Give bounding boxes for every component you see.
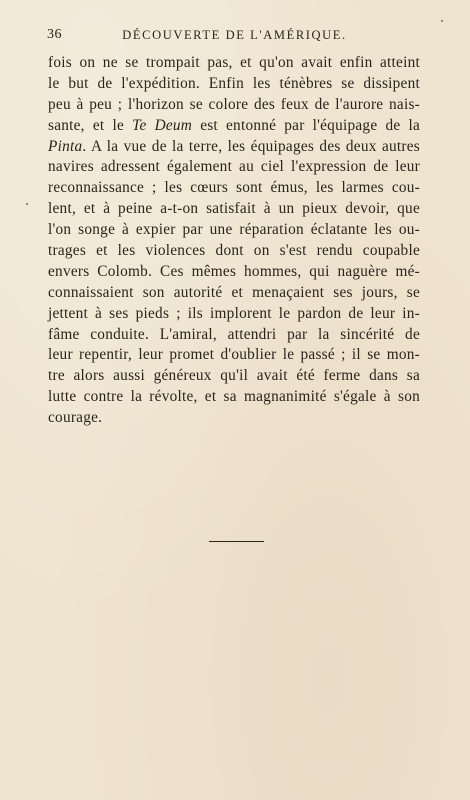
paper-speck: [441, 20, 443, 22]
text-line: Pinta. A la vue de la terre, les équipages des deux autres: [48, 137, 420, 155]
text-line: fois on ne se trompait pas, et qu'on avait enfin atteint: [48, 54, 420, 71]
text-line: fâme conduite. L'amiral, attendri par la sincérité de: [48, 325, 420, 343]
running-header: [47, 27, 422, 47]
text-line: trages et les violences dont on s'est rendu coupable: [48, 242, 420, 260]
section-end-rule: [209, 541, 264, 542]
italic-pinta: Pinta: [48, 137, 83, 155]
text-line: jettent à ses pieds ; ils implorent le pardon de leur in-: [48, 304, 420, 322]
text-line: sante, et le Te Deum est entonné par l'équipage de la: [48, 116, 421, 134]
text-line: connaissaient son autorité et menaçaient ses jours, se: [48, 283, 420, 301]
text-line: le but de l'expédition. Enfin les ténèbres se dissipent: [48, 74, 420, 92]
text-line: envers Colomb. Ces mêmes hommes, qui naguère mé-: [48, 262, 420, 280]
paper-speck: [26, 203, 28, 205]
page-number: 36: [47, 27, 62, 42]
text-line: lutte contre la révolte, et sa magnanimité s'égale à son: [48, 388, 420, 406]
text-line-last: courage.: [48, 409, 103, 427]
text-line: l'on songe à expier par une réparation éclatante les ou-: [48, 221, 420, 239]
text-line: navires adressent également au ciel l'expression de leur: [48, 158, 420, 176]
running-title: DÉCOUVERTE DE L'AMÉRIQUE.: [122, 28, 347, 42]
text-line: peu à peu ; l'horizon se colore des feux de l'aurore nais-: [48, 95, 420, 113]
text-line: leur repentir, leur promet d'oublier le passé ; il se mon-: [48, 346, 420, 364]
body-paragraph: [48, 53, 420, 429]
text-line: tre alors aussi généreux qu'il avait été ferme dans sa: [48, 367, 420, 385]
italic-te-deum: Te Deum: [132, 116, 193, 134]
text-line: lent, et à peine a-t-on satisfait à un pieux devoir, que: [48, 200, 420, 218]
text-line: reconnaissance ; les cœurs sont émus, les larmes cou-: [48, 179, 420, 197]
